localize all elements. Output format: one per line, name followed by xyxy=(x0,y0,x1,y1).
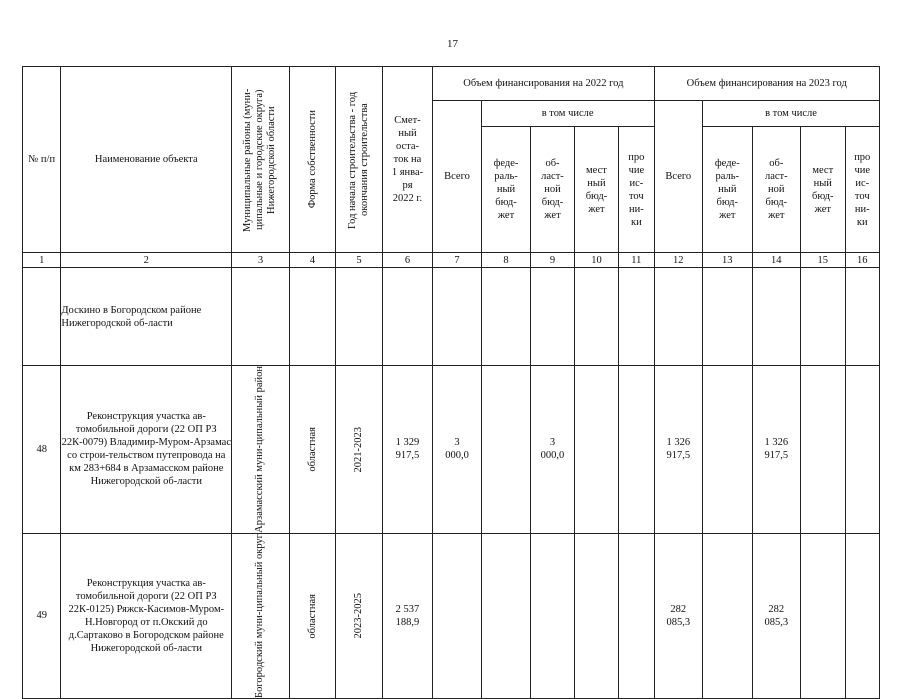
row-2023-local xyxy=(801,366,845,534)
column-number: 8 xyxy=(481,253,531,268)
row-2023-total: 1 326 917,5 xyxy=(654,366,703,534)
row-years xyxy=(336,268,382,366)
header-district: Муниципальные районы (муни-ципальные и городские округа) Нижегородской области xyxy=(232,67,290,253)
column-number: 4 xyxy=(289,253,335,268)
row-2022-regional xyxy=(531,533,574,698)
header-total-2023: Всего xyxy=(654,101,703,253)
header-fin-2022: Объем финансирования на 2022 год xyxy=(433,67,654,101)
header-federal-2023: феде- раль- ный бюд- жет xyxy=(703,127,753,253)
column-number: 11 xyxy=(619,253,654,268)
table-row xyxy=(23,366,880,534)
row-num: 48 xyxy=(23,366,61,534)
row-2023-other xyxy=(845,268,880,366)
column-number: 16 xyxy=(845,253,880,268)
column-number-row xyxy=(23,253,880,268)
row-object-name: Реконструкция участка ав-томобильной дороги (22 ОП РЗ 22К-0125) Ряжск-Касимов-Муром-Н.Новгород от п.Окский до д.Сартаково в Богородском районе Нижегородской об-ласти xyxy=(61,533,232,698)
row-2022-federal xyxy=(481,366,531,534)
header-other-2023: про чие ис- точ ни- ки xyxy=(845,127,880,253)
column-number: 2 xyxy=(61,253,232,268)
header-regional-2022: об- ласт- ной бюд- жет xyxy=(531,127,574,253)
row-2022-local xyxy=(574,533,618,698)
row-2023-regional: 282 085,3 xyxy=(752,533,801,698)
column-number: 1 xyxy=(23,253,61,268)
column-number: 15 xyxy=(801,253,845,268)
row-2022-regional: 3 000,0 xyxy=(531,366,574,534)
row-years: 2023-2025 xyxy=(336,533,382,698)
row-2022-federal xyxy=(481,533,531,698)
header-other-2022: про чие ис- точ ни- ки xyxy=(619,127,654,253)
header-estimate: Смет- ный оста- ток на 1 янва- ря 2022 г. xyxy=(382,67,433,253)
column-number: 12 xyxy=(654,253,703,268)
row-2022-regional xyxy=(531,268,574,366)
header-regional-2023: об- ласт- ной бюд- жет xyxy=(752,127,801,253)
row-years: 2021-2023 xyxy=(336,366,382,534)
row-district: Богородский муни-ципальный округ xyxy=(232,533,290,698)
row-2023-total xyxy=(654,268,703,366)
header-including-2023: в том числе xyxy=(703,101,880,127)
header-name: Наименование объекта xyxy=(61,67,232,253)
row-2022-total xyxy=(433,533,482,698)
row-2022-local xyxy=(574,366,618,534)
column-number: 10 xyxy=(574,253,618,268)
page-number: 17 xyxy=(447,38,458,50)
row-2023-local xyxy=(801,268,845,366)
column-number: 7 xyxy=(433,253,482,268)
header-local-2022: мест ный бюд- жет xyxy=(574,127,618,253)
row-2022-other xyxy=(619,533,654,698)
row-2023-federal xyxy=(703,268,753,366)
header-federal-2022: феде- раль- ный бюд- жет xyxy=(481,127,531,253)
column-number: 3 xyxy=(232,253,290,268)
row-2022-local xyxy=(574,268,618,366)
column-number: 6 xyxy=(382,253,433,268)
row-district: Арзамасский муни-ципальный район xyxy=(232,366,290,534)
row-ownership xyxy=(289,268,335,366)
row-2022-total: 3 000,0 xyxy=(433,366,482,534)
header-ownership: Форма собственности xyxy=(289,67,335,253)
header-row-1 xyxy=(23,67,880,101)
row-2023-total: 282 085,3 xyxy=(654,533,703,698)
column-number: 14 xyxy=(752,253,801,268)
header-fin-2023: Объем финансирования на 2023 год xyxy=(654,67,879,101)
row-ownership: областная xyxy=(289,533,335,698)
row-2023-local xyxy=(801,533,845,698)
header-including-2022: в том числе xyxy=(481,101,654,127)
row-2022-federal xyxy=(481,268,531,366)
row-ownership: областная xyxy=(289,366,335,534)
header-total-2022: Всего xyxy=(433,101,482,253)
row-2022-other xyxy=(619,268,654,366)
row-object-name: Доскино в Богородском районе Нижегородской об-ласти xyxy=(61,268,232,366)
row-2022-other xyxy=(619,366,654,534)
row-2023-federal xyxy=(703,366,753,534)
header-num: № п/п xyxy=(23,67,61,253)
row-2023-federal xyxy=(703,533,753,698)
column-number: 5 xyxy=(336,253,382,268)
row-2023-other xyxy=(845,533,880,698)
row-num: 49 xyxy=(23,533,61,698)
header-years: Год начала строительства - год окончания строительства xyxy=(336,67,382,253)
row-num xyxy=(23,268,61,366)
row-2023-regional: 1 326 917,5 xyxy=(752,366,801,534)
row-2023-other xyxy=(845,366,880,534)
row-district xyxy=(232,268,290,366)
row-estimate: 2 537 188,9 xyxy=(382,533,433,698)
row-object-name: Реконструкция участка ав-томобильной дороги (22 ОП РЗ 22К-0079) Владимир-Муром-Арзамас со строи-тельством путепровода на км 283+684 в Арзамасском районе Нижегородской об-ласти xyxy=(61,366,232,534)
investment-table xyxy=(22,66,880,699)
column-number: 9 xyxy=(531,253,574,268)
column-number: 13 xyxy=(703,253,753,268)
header-local-2023: мест ный бюд- жет xyxy=(801,127,845,253)
row-2023-regional xyxy=(752,268,801,366)
row-estimate: 1 329 917,5 xyxy=(382,366,433,534)
row-estimate xyxy=(382,268,433,366)
table-row xyxy=(23,268,880,366)
table-row xyxy=(23,533,880,698)
row-2022-total xyxy=(433,268,482,366)
